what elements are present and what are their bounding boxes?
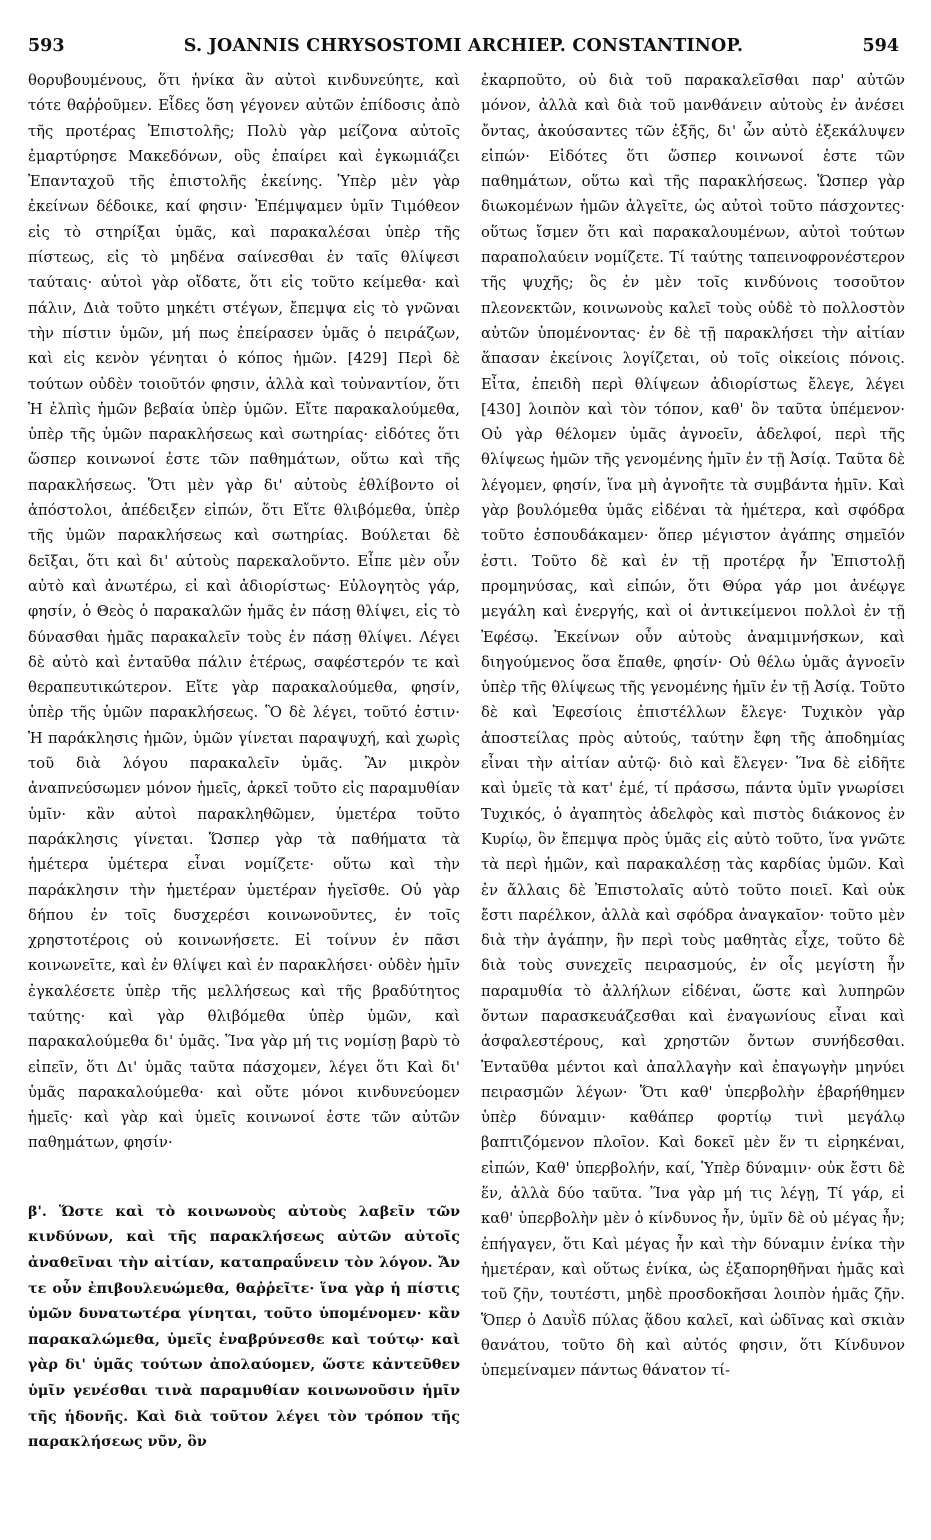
page-number-left: 593 [28, 36, 65, 56]
page-number-right: 594 [862, 36, 899, 56]
right-paragraph-1: ἐκαρποῦτο, οὐ διὰ τοῦ παρακαλεῖσθαι παρ' αὐτῶν μόνον, ἀλλὰ καὶ διὰ τοῦ μανθάνειν αὐτοὺς ἐν ἀνέσει ὄντας, ἀκούσαντες τῶν ἑξῆς, δι' ὧν αὐτὸ ἐξεκάλυψεν εἰπών· Εἰδότες ὅτι ὥσπερ κοινωνοί ἐστε τῶν παθημάτων, οὕτω καὶ τῆς παρακλήσεως. Ὥσπερ γὰρ διωκομένων ἡμῶν ἀλγεῖτε, ὡς αὐτοὶ τοῦτο πάσχοντες· οὕτως ἴσμεν ὅτι καὶ παρακαλουμένων, αὐτοὶ τούτων παραπολαύειν νομίζετε. Τί ταύτης ταπεινοφρονέστερον τῆς ψυχῆς; ὃς ἐν μὲν τοῖς κινδύνοις τοσοῦτον πλεονεκτῶν, κοινωνοὺς καλεῖ τοὺς οὐδὲ τὸ πολλοστὸν αὐτῶν ὑπομένοντας· ἐν δὲ τῇ παρακλήσει τὴν αἰτίαν ἅπασαν ἐκείνοις λογίζεται, οὐ τοῖς οἰκείοις πόνοις. Εἶτα, ἐπειδὴ περὶ θλίψεων ἀδιορίστως ἔλεγε, λέγει [430] λοιπὸν καὶ τὸν τόπον, καθ' ὃν ταῦτα ὑπέμενον· Οὐ γὰρ θέλομεν ὑμᾶς ἀγνοεῖν, ἀδελφοί, περὶ τῆς θλίψεως ἡμῶν τῆς γενομένης ἡμῖν ἐν τῇ Ἀσίᾳ. Ταῦτα δὲ λέγομεν, φησίν, ἵνα μὴ ἀγνοῆτε τὰ συμβάντα ἡμῖν. Καὶ γὰρ βουλόμεθα ὑμᾶς εἰδέναι τὰ ἡμέτερα, καὶ σφόδρα τοῦτο ἐσπουδάκαμεν· ὅπερ μέγιστον ἀγάπης σημεῖόν ἐστι. Τοῦτο δὲ καὶ ἐν τῇ προτέρᾳ ἦν Ἐπιστολῇ προμηνύσας, καὶ εἰπών, ὅτι Θύρα γάρ μοι ἀνέῳγε μεγάλη καὶ ἐνεργής, καὶ οἱ ἀντικείμενοι πολλοὶ ἐν τῇ Ἐφέσῳ. Ἐκείνων οὖν αὐτοὺς ἀναμιμνήσκων, καὶ διηγούμενος ὅσα ἔπαθε, φησίν· Οὐ θέλω ὑμᾶς ἀγνοεῖν ὑπὲρ τῆς θλίψεως τῆς γενομένης ἡμῖν ἐν τῇ Ἀσίᾳ. Τοῦτο δὲ καὶ Ἐφεσίοις ἐπιστέλλων ἔλεγε· Τυχικὸν γὰρ ἀποστείλας πρὸς αὐτούς, ταύτην ἔφη τῆς ἀποδημίας εἶναι τὴν αἰτίαν αὐτῷ· διὸ καὶ ἔλεγεν· Ἵνα δὲ εἰδῆτε καὶ ὑμεῖς τὰ κατ' ἐμέ, τί πράσσω, πάντα ὑμῖν γνωρίσει Τυχικός, ὁ ἀγαπητὸς ἀδελφὸς καὶ πιστὸς διάκονος ἐν Κυρίῳ, ὃν ἔπεμψα πρὸς ὑμᾶς εἰς αὐτὸ τοῦτο, ἵνα γνῶτε τὰ περὶ ἡμῶν, καὶ παρακαλέσῃ τὰς καρδίας ὑμῶν. Καὶ ἐν ἄλλαις δὲ Ἐπιστολαῖς αὐτὸ τοῦτο ποιεῖ. Καὶ οὐκ ἔστι παρέλκον, ἀλλὰ καὶ σφόδρα ἀναγκαῖον· τοῦτο μὲν διὰ τὴν ἀγάπην, ἣν περὶ τοὺς μαθητὰς εἶχε, τοῦτο δὲ διὰ τοὺς συνεχεῖς πειρασμούς, ἐν οἷς μεγίστη ἦν παραμυθία τὸ ἀλλήλων εἰδέναι, ὥστε καὶ λυπηρῶν ὄντων παρασκευάζεσθαι καὶ ἐναγωνίους εἶναι καὶ ἀσφαλεστέρους, καὶ χρηστῶν ὄντων συνήδεσθαι. Ἐνταῦθα μέντοι καὶ ἀπαλλαγὴν καὶ ἐπαγωγὴν μηνύει πειρασμῶν λέγων· Ὅτι καθ' ὑπερβολὴν ἐβαρήθημεν ὑπὲρ δύναμιν· καθάπερ φορτίῳ τινὶ μεγάλῳ βαπτιζόμενον πλοῖον. Καὶ δοκεῖ μὲν ἕν τι εἰρηκέναι, εἰπών, Καθ' ὑπερβολήν, καί, Ὑπὲρ δύναμιν· οὐκ ἔστι δὲ ἕν, ἀλλὰ δύο ταῦτα. Ἵνα γὰρ μή τις λέγῃ, Τί γάρ, εἰ καθ' ὑπερβολὴν μὲν ὁ κίνδυνος ἦν, ὑμῖν δὲ οὐ μέγας ἦν; ἐπήγαγεν, ὅτι Καὶ μέγας ἦν καὶ τὴν δύναμιν ἐνίκα τὴν ἡμετέραν, καὶ οὕτως ἐνίκα, ὡς ἐξαπορηθῆναι ἡμᾶς καὶ τοῦ ζῆν, τουτέστι, μηδὲ προσδοκῆσαι λοιπὸν ἡμᾶς ζῆν. Ὅπερ ὁ Δαυῒδ πύλας ᾅδου καλεῖ, καὶ ὠδῖνας καὶ σκιὰν θανάτου, τοῦτο δὴ καὶ αὐτός φησιν, ὅτι Κίνδυνον ὑπεμείναμεν πάντως θάνατον τί- [481, 72, 905, 1380]
left-paragraph-1: θορυβουμένους, ὅτι ἡνίκα ἂν αὐτοὶ κινδυνεύητε, καὶ τότε θαῤῥοῦμεν. Εἶδες ὅση γέγονεν αὐτῶν ἐπίδοσις ἀπὸ τῆς προτέρας Ἐπιστολῆς; Πολὺ γὰρ μείζονα αὐτοῖς ἐμαρτύρησε Μακεδόνων, οὓς ἐπαίρει καὶ ἐγκωμιάζει Ἐπανταχοῦ τῆς ἐπιστολῆς ἐκείνης. Ὑπὲρ μὲν γὰρ ἐκείνων δέδοικε, καί φησιν· Ἐπέμψαμεν ὑμῖν Τιμόθεον εἰς τὸ στηρίξαι ὑμᾶς, καὶ παρακαλέσαι ὑπὲρ τῆς πίστεως, εἰς τὸ μηδένα σαίνεσθαι ἐν ταῖς θλίψεσι ταύταις· αὐτοὶ γὰρ οἴδατε, ὅτι εἰς τοῦτο κείμεθα· καὶ πάλιν, Διὰ τοῦτο μηκέτι στέγων, ἔπεμψα εἰς τὸ γνῶναι τὴν πίστιν ὑμῶν, μή πως ἐπείρασεν ὑμᾶς ὁ πειράζων, καὶ εἰς κενὸν γένηται ὁ κόπος ἡμῶν. [429] Περὶ δὲ τούτων οὐδὲν τοιοῦτόν φησιν, ἀλλὰ καὶ τοὐναντίον, ὅτι Ἡ ἐλπὶς ἡμῶν βεβαία ὑπὲρ ὑμῶν. Εἴτε παρακαλούμεθα, ὑπὲρ τῆς ὑμῶν παρακλήσεως καὶ σωτηρίας· εἰδότες ὅτι ὥσπερ κοινωνοί ἐστε τῶν παθημάτων, οὕτω καὶ τῆς παρακλήσεως. Ὅτι μὲν γὰρ δι' αὐτοὺς ἐθλίβοντο οἱ ἀπόστολοι, ἀπέδειξεν εἰπών, ὅτι Εἴτε θλιβόμεθα, ὑπὲρ τῆς ὑμῶν παρακλήσεως καὶ σωτηρίας. Βούλεται δὲ δεῖξαι, ὅτι καὶ δι' αὐτοὺς παρεκαλοῦντο. Εἶπε μὲν οὖν αὐτὸ καὶ ἀνωτέρω, εἰ καὶ ἀδιορίστως· Εὐλογητὸς γάρ, φησίν, ὁ Θεὸς ὁ παρακαλῶν ἡμᾶς ἐν πάσῃ θλίψει, εἰς τὸ δύνασθαι ἡμᾶς παρακαλεῖν τοὺς ἐν πάσῃ θλίψει. Λέγει δὲ αὐτὸ καὶ ἐνταῦθα πάλιν ἑτέρως, σαφέστερόν τε καὶ θεραπευτικώτερον. Εἴτε γὰρ παρακαλούμεθα, φησίν, ὑπὲρ τῆς ὑμῶν παρακλήσεως. Ὃ δὲ λέγει, τοῦτό ἐστιν· Ἡ παράκλησις ἡμῶν, ὑμῶν γίνεται παραψυχή, καὶ χωρὶς τοῦ διὰ λόγου παρακαλεῖν ὑμᾶς. Ἂν μικρὸν ἀναπνεύσωμεν μόνον ἡμεῖς, ἀρκεῖ τοῦτο εἰς παραμυθίαν ὑμῖν· κἂν αὐτοὶ παρακληθῶμεν, ὑμετέρα τοῦτο παράκλησις γίνεται. Ὥσπερ γὰρ τὰ παθήματα τὰ ἡμέτερα ὑμέτερα εἶναι νομίζετε· οὕτω καὶ τὴν παράκλησιν τὴν ἡμετέραν ὑμετέραν ἡγεῖσθε. Οὐ γὰρ δήπου ἐν τοῖς δυσχερέσι κοινωνοῦντες, ἐν τοῖς χρηστοτέροις οὐ κοινωνήσετε. Εἰ τοίνυν ἐν πᾶσι κοινωνεῖτε, καὶ ἐν θλίψει καὶ ἐν παρακλήσει· οὐδὲν ἡμῖν ἐγκαλέσετε ὑπὲρ τῆς μελλήσεως καὶ τῆς βραδύτητος ταύτης· καὶ γὰρ θλιβόμεθα ὑπὲρ ὑμῶν, καὶ παρακαλούμεθα δι' ὑμᾶς. Ἵνα γὰρ μή τις νομίσῃ βαρὺ τὸ εἰπεῖν, ὅτι Δι' ὑμᾶς ταῦτα πάσχομεν, λέγει ὅτι Καὶ δι' ὑμᾶς παρακαλούμεθα· καὶ οὔτε μόνοι κινδυνεύομεν ἡμεῖς· καὶ γὰρ καὶ ὑμεῖς κοινωνοί ἐστε τῶν αὐτῶν παθημάτων, φησίν· [28, 72, 460, 1152]
section-gap [28, 1156, 460, 1200]
right-column [481, 68, 905, 1512]
left-column [28, 68, 460, 1512]
running-title: S. JOANNIS CHRYSOSTOMI ARCHIEP. CONSTANTINOP. [183, 36, 744, 56]
page-header [28, 30, 899, 60]
left-paragraph-2: β'. Ὥστε καὶ τὸ κοινωνοὺς αὐτοὺς λαβεῖν τῶν κινδύνων, καὶ τῆς παρακλήσεως αὐτῶν αὐτοῖς ἀναθεῖναι τὴν αἰτίαν, καταπραΰνειν τὸν λόγον. Ἄν τε οὖν ἐπιβουλευώμεθα, θαῤῥεῖτε· ἵνα γὰρ ἡ πίστις ὑμῶν δυνατωτέρα γίνηται, τοῦτο ὑπομένομεν· κἂν παρακαλώμεθα, ὑμεῖς ἐναβρύνεσθε καὶ τούτῳ· καὶ γὰρ δι' ὑμᾶς τούτων ἀπολαύομεν, ὥστε κἀντεῦθεν ὑμῖν γενέσθαι τινὰ παραμυθίαν κοινωνοῦσιν ἡμῖν τῆς ἡδονῆς. Καὶ διὰ τοῦτον λέγει τὸν τρόπον τῆς παρακλήσεως νῦν, ὃν [28, 1203, 460, 1451]
